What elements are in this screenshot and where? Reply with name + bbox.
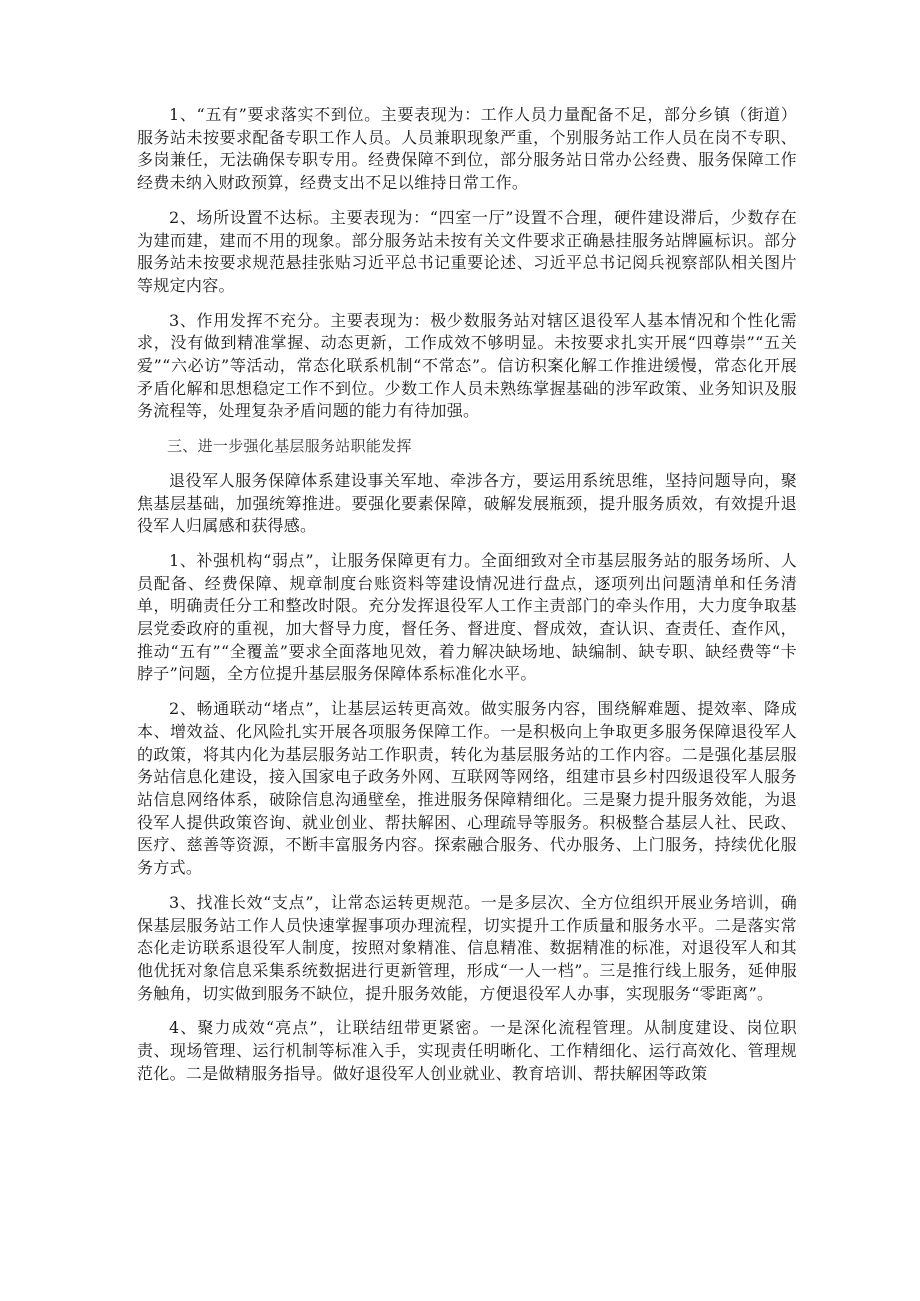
paragraph-site-setup: 2、场所设置不达标。主要表现为：“四室一厅”设置不合理，硬件建设滞后，少数存在为建而建，建而不用的现象。部分服务站未按有关文件要求正确悬挂服务站牌匾标识。部分服务站未按要求规范悬挂张贴习近平总书记重要论述、习近平总书记阅兵视察部队相关图片等规定内容。 [137,207,797,295]
paragraph-wuyou-requirements: 1、“五有”要求落实不到位。主要表现为：工作人员力量配备不足，部分乡镇（街道）服务站未按要求配备专职工作人员。人员兼职现象严重，个别服务站工作人员在岗不专职、多岗兼任，无法确保专职专用。经费保障不到位，部分服务站日常办公经费、服务保障工作经费未纳入财政预算，经费支出不足以维持日常工作。 [137,105,797,193]
paragraph-blockages: 2、畅通联动“堵点”，让基层运转更高效。做实服务内容，围绕解难题、提效率、降成本、增效益、化风险扎实开展各项服务保障工作。一是积极向上争取更多服务保障退役军人的政策，将其内化为基层服务站工作职责，转化为基层服务站的工作内容。二是强化基层服务站信息化建设，接入国家电子政务外网、互联网等网络，组建市县乡村四级退役军人服务站信息网络体系，破除信息沟通壁垒，推进服务保障精细化。三是聚力提升服务效能，为退役军人提供政策咨询、就业创业、帮扶解困、心理疏导等服务。积极整合基层人社、民政、医疗、慈善等资源，不断丰富服务内容。探索融合服务、代办服务、上门服务，持续优化服务方式。 [137,699,797,878]
document-page [137,104,797,1097]
paragraph-long-term: 3、找准长效“支点”，让常态运转更规范。一是多层次、全方位组织开展业务培训，确保基层服务站工作人员快速掌握事项办理流程，切实提升工作质量和服务水平。二是落实常态化走访联系退役军人制度，按照对象精准、信息精准、数据精准的标准，对退役军人和其他优抚对象信息采集系统数据进行更新管理，形成“一人一档”。三是推行线上服务，延伸服务触角，切实做到服务不缺位，提升服务效能，方便退役军人办事，实现服务“零距离”。 [137,892,797,1003]
paragraph-highlights: 4、聚力成效“亮点”，让联结纽带更紧密。一是深化流程管理。从制度建设、岗位职责、现场管理、运行机制等标准入手，实现责任明晰化、工作精细化、运行高效化、管理规范化。二是做精服务指导。做好退役军人创业就业、教育培训、帮扶解困等政策 [137,1018,797,1083]
paragraph-role-performance: 3、作用发挥不充分。主要表现为：极少数服务站对辖区退役军人基本情况和个性化需求，没有做到精准掌握、动态更新，工作成效不够明显。未按要求扎实开展“四尊崇”“五关爱”“六必访”等活动，常态化联系机制“不常态”。信访积案化解工作推进缓慢，常态化开展矛盾化解和思想稳定工作不到位。少数工作人员未熟练掌握基础的涉军政策、业务知识及服务流程等，处理复杂矛盾问题的能力有待加强。 [137,310,797,421]
paragraph-section-intro: 退役军人服务保障体系建设事关军地、牵涉各方，要运用系统思维，坚持问题导向，聚焦基层基础，加强统筹推进。要强化要素保障，破解发展瓶颈，提升服务质效，有效提升退役军人归属感和获得感。 [137,470,797,536]
paragraph-weak-points: 1、补强机构“弱点”，让服务保障更有力。全面细致对全市基层服务站的服务场所、人员配备、经费保障、规章制度台账资料等建设情况进行盘点，逐项列出问题清单和任务清单，明确责任分工和整改时限。充分发挥退役军人工作主责部门的牵头作用，大力度争取基层党委政府的重视，加大督导力度，督任务、督进度、督成效，查认识、查责任、查作风，推动“五有”“全覆盖”要求全面落地见效，着力解决缺场地、缺编制、缺专职、缺经费等“卡脖子”问题，全方位提升基层服务保障体系标准化水平。 [137,550,797,684]
section-heading-strengthen-stations: 三、进一步强化基层服务站职能发挥 [167,437,412,456]
